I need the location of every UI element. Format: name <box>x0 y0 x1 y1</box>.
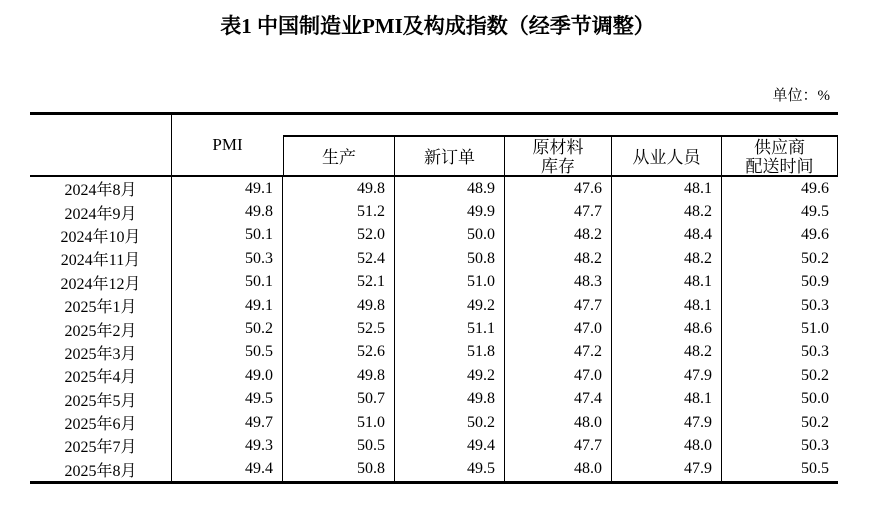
value-cell: 50.0 <box>395 224 505 247</box>
value-cell: 48.2 <box>505 247 612 270</box>
value-cell: 50.8 <box>395 247 505 270</box>
unit-label: 单位：% <box>772 88 830 104</box>
month-cell: 2024年10月 <box>30 224 172 247</box>
value-cell: 49.7 <box>172 411 283 434</box>
value-cell: 49.8 <box>172 200 283 223</box>
page-title: 表1 中国制造业PMI及构成指数（经季节调整） <box>220 14 655 38</box>
month-cell: 2025年6月 <box>30 411 172 434</box>
value-cell: 48.4 <box>612 224 722 247</box>
value-cell: 51.0 <box>283 411 395 434</box>
value-cell: 47.2 <box>505 341 612 364</box>
value-cell: 52.4 <box>283 247 395 270</box>
pmi-table <box>30 112 838 484</box>
value-cell: 50.3 <box>172 247 283 270</box>
value-cell: 49.0 <box>172 364 283 387</box>
month-cell: 2025年5月 <box>30 388 172 411</box>
header-raw-materials-line2: 库存 <box>541 157 575 176</box>
value-cell: 47.0 <box>505 364 612 387</box>
value-cell: 49.3 <box>172 434 283 457</box>
value-cell: 48.1 <box>612 177 722 200</box>
value-cell: 52.1 <box>283 271 395 294</box>
value-cell: 48.1 <box>612 294 722 317</box>
value-cell: 50.2 <box>172 317 283 340</box>
table-row <box>30 177 838 200</box>
header-month-cell <box>30 115 172 175</box>
header-new-orders: 新订单 <box>395 137 505 177</box>
value-cell: 49.8 <box>283 177 395 200</box>
value-cell: 50.3 <box>801 436 829 454</box>
value-cell: 47.9 <box>612 411 722 434</box>
value-cell: 47.0 <box>505 317 612 340</box>
table-row <box>30 388 838 411</box>
value-cell: 50.1 <box>172 224 283 247</box>
month-cell: 2025年8月 <box>30 458 172 481</box>
value-cell: 49.1 <box>172 294 283 317</box>
value-cell: 48.2 <box>612 341 722 364</box>
value-cell: 49.9 <box>395 200 505 223</box>
table-row <box>30 271 838 294</box>
table-row <box>30 247 838 270</box>
value-cell: 51.0 <box>395 271 505 294</box>
value-cell: 47.7 <box>505 200 612 223</box>
header-raw-materials-line1: 原材料 <box>532 138 584 157</box>
month-cell: 2025年2月 <box>30 317 172 340</box>
value-cell: 50.3 <box>801 296 829 314</box>
value-cell: 48.1 <box>612 388 722 411</box>
value-cell: 51.8 <box>395 341 505 364</box>
value-cell: 50.2 <box>395 411 505 434</box>
month-cell: 2024年12月 <box>30 271 172 294</box>
header-employment: 从业人员 <box>612 137 722 177</box>
value-cell: 52.0 <box>283 224 395 247</box>
value-cell: 48.0 <box>505 411 612 434</box>
value-cell: 50.3 <box>801 343 829 361</box>
value-cell: 48.2 <box>612 247 722 270</box>
table-row <box>30 294 838 317</box>
value-cell: 49.5 <box>172 388 283 411</box>
value-cell: 52.5 <box>283 317 395 340</box>
value-cell: 50.0 <box>801 390 829 408</box>
value-cell: 51.0 <box>801 320 829 338</box>
value-cell: 47.6 <box>505 177 612 200</box>
value-cell: 49.5 <box>395 458 505 481</box>
month-cell: 2024年11月 <box>30 247 172 270</box>
month-cell: 2024年9月 <box>30 200 172 223</box>
header-subindex-group <box>283 135 838 177</box>
value-cell: 50.1 <box>172 271 283 294</box>
value-cell: 50.9 <box>801 273 829 291</box>
month-cell: 2024年8月 <box>30 177 172 200</box>
table-row <box>30 341 838 364</box>
table-row <box>30 458 838 481</box>
table-row <box>30 224 838 247</box>
header-raw-materials-inventory <box>505 137 612 177</box>
value-cell: 50.2 <box>801 249 829 267</box>
value-cell: 48.3 <box>505 271 612 294</box>
value-cell: 47.9 <box>612 458 722 481</box>
value-cell: 49.4 <box>172 458 283 481</box>
value-cell: 47.7 <box>505 434 612 457</box>
value-cell: 49.8 <box>283 364 395 387</box>
value-cell: 50.5 <box>801 460 829 478</box>
month-cell: 2025年7月 <box>30 434 172 457</box>
value-cell: 50.8 <box>283 458 395 481</box>
value-cell: 47.9 <box>612 364 722 387</box>
value-cell: 48.9 <box>395 177 505 200</box>
month-cell: 2025年3月 <box>30 341 172 364</box>
value-cell: 48.0 <box>505 458 612 481</box>
value-cell: 48.6 <box>612 317 722 340</box>
value-cell: 47.4 <box>505 388 612 411</box>
value-cell: 51.1 <box>395 317 505 340</box>
value-cell: 49.6 <box>801 179 829 197</box>
table-body <box>30 177 838 481</box>
value-cell: 47.7 <box>505 294 612 317</box>
value-cell: 52.6 <box>283 341 395 364</box>
value-cell: 49.5 <box>801 203 829 221</box>
value-cell: 49.4 <box>395 434 505 457</box>
value-cell: 49.8 <box>395 388 505 411</box>
month-cell: 2025年4月 <box>30 364 172 387</box>
value-cell: 50.7 <box>283 388 395 411</box>
table-header <box>30 115 838 177</box>
value-cell: 49.6 <box>801 226 829 244</box>
value-cell: 48.2 <box>612 200 722 223</box>
value-cell: 50.2 <box>801 413 829 431</box>
value-cell: 48.2 <box>505 224 612 247</box>
table-row <box>30 411 838 434</box>
value-cell: 49.2 <box>395 364 505 387</box>
value-cell: 51.2 <box>283 200 395 223</box>
header-pmi: PMI <box>212 135 243 154</box>
value-cell: 50.5 <box>172 341 283 364</box>
header-supplier-delivery-time <box>722 137 838 177</box>
header-production: 生产 <box>283 137 395 177</box>
header-supplier-line2: 配送时间 <box>745 157 814 176</box>
value-cell: 49.1 <box>172 177 283 200</box>
table-row <box>30 317 838 340</box>
value-cell: 50.5 <box>283 434 395 457</box>
value-cell: 50.2 <box>801 366 829 384</box>
month-cell: 2025年1月 <box>30 294 172 317</box>
table-row <box>30 434 838 457</box>
table-row <box>30 364 838 387</box>
value-cell: 49.2 <box>395 294 505 317</box>
header-supplier-line1: 供应商 <box>754 138 805 157</box>
value-cell: 48.1 <box>612 271 722 294</box>
value-cell: 48.0 <box>612 434 722 457</box>
table-row <box>30 200 838 223</box>
value-cell: 49.8 <box>283 294 395 317</box>
